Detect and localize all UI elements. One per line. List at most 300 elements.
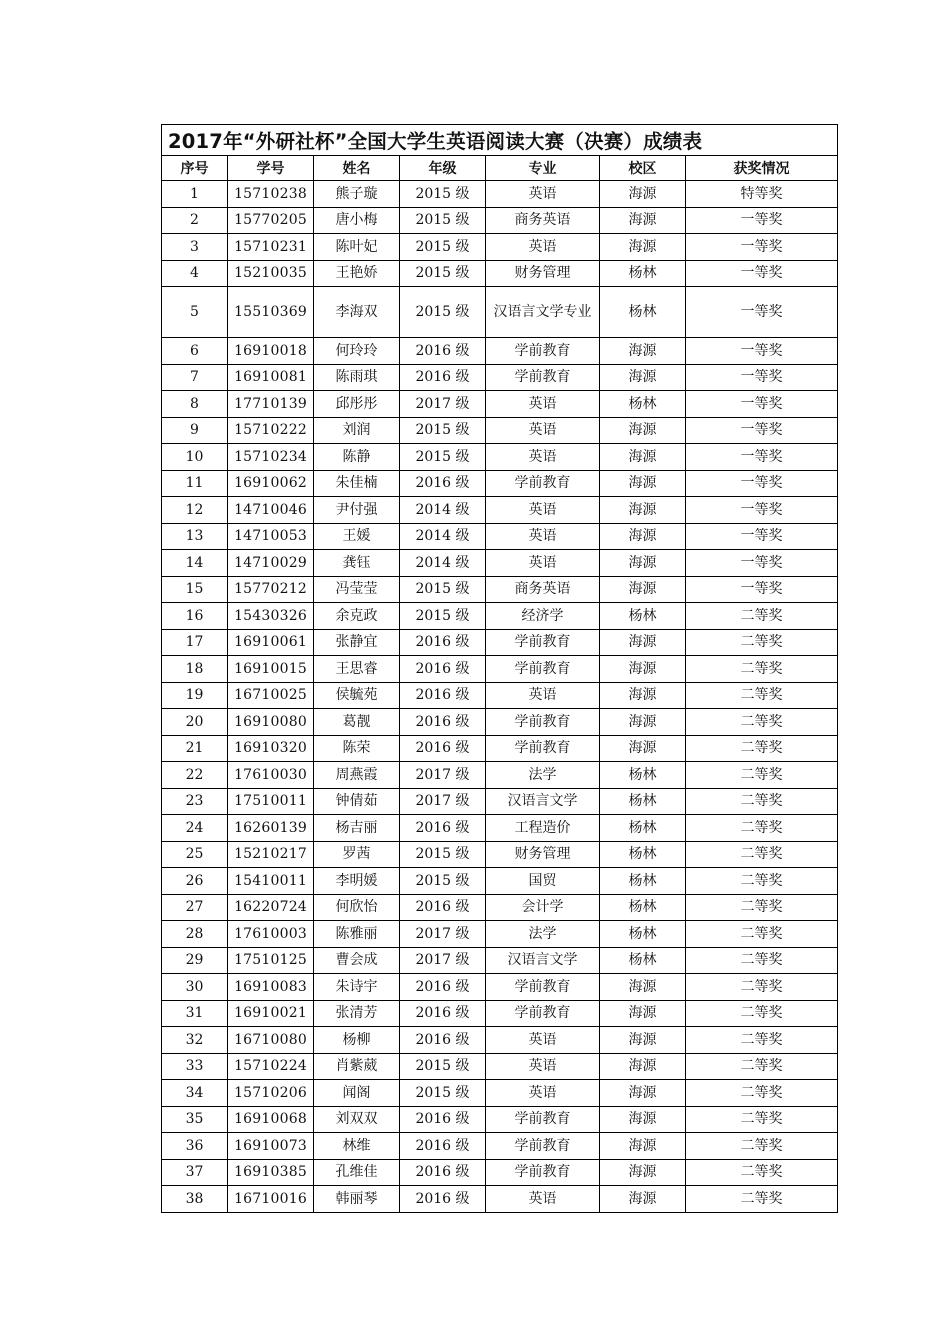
cell-award: 一等奖: [686, 260, 838, 287]
cell-name: 邱彤彤: [314, 391, 400, 418]
table-row: [162, 974, 838, 1001]
cell-name: 刘润: [314, 417, 400, 444]
cell-grade: 2016 级: [400, 815, 486, 842]
cell-campus: 海源: [600, 682, 686, 709]
cell-award: 一等奖: [686, 497, 838, 524]
cell-major: 学前教育: [486, 709, 600, 736]
cell-grade: 2017 级: [400, 788, 486, 815]
cell-major: 学前教育: [486, 470, 600, 497]
cell-campus: 海源: [600, 523, 686, 550]
cell-award: 二等奖: [686, 603, 838, 630]
cell-grade: 2015 级: [400, 417, 486, 444]
cell-award: 二等奖: [686, 815, 838, 842]
cell-name: 陈雅丽: [314, 921, 400, 948]
cell-grade: 2015 级: [400, 287, 486, 338]
header-name: 姓名: [314, 156, 400, 181]
cell-student-id: 16220724: [228, 894, 314, 921]
cell-student-id: 16710080: [228, 1027, 314, 1054]
cell-award: 二等奖: [686, 656, 838, 683]
cell-student-id: 15510369: [228, 287, 314, 338]
cell-grade: 2016 级: [400, 974, 486, 1001]
cell-major: 学前教育: [486, 656, 600, 683]
table-row: [162, 550, 838, 577]
cell-student-id: 16910068: [228, 1106, 314, 1133]
cell-student-id: 16910385: [228, 1159, 314, 1186]
cell-name: 尹付强: [314, 497, 400, 524]
cell-grade: 2015 级: [400, 603, 486, 630]
cell-grade: 2016 级: [400, 709, 486, 736]
cell-name: 何玲玲: [314, 338, 400, 365]
table-title: 2017年“外研社杯”全国大学生英语阅读大赛（决赛）成绩表: [162, 125, 838, 156]
cell-seq: 24: [162, 815, 228, 842]
results-table: [161, 124, 838, 1213]
cell-campus: 海源: [600, 1186, 686, 1213]
cell-seq: 11: [162, 470, 228, 497]
cell-major: 英语: [486, 1186, 600, 1213]
cell-major: 汉语言文学专业: [486, 287, 600, 338]
cell-seq: 3: [162, 234, 228, 261]
cell-seq: 7: [162, 364, 228, 391]
cell-grade: 2016 级: [400, 656, 486, 683]
cell-student-id: 14710053: [228, 523, 314, 550]
cell-major: 英语: [486, 391, 600, 418]
cell-grade: 2015 级: [400, 234, 486, 261]
cell-seq: 23: [162, 788, 228, 815]
cell-name: 熊子璇: [314, 181, 400, 208]
cell-seq: 35: [162, 1106, 228, 1133]
cell-student-id: 15710224: [228, 1053, 314, 1080]
cell-campus: 海源: [600, 1027, 686, 1054]
cell-grade: 2016 级: [400, 682, 486, 709]
cell-campus: 海源: [600, 735, 686, 762]
cell-name: 杨柳: [314, 1027, 400, 1054]
cell-name: 王艳娇: [314, 260, 400, 287]
cell-student-id: 17510125: [228, 947, 314, 974]
table-row: [162, 1053, 838, 1080]
cell-seq: 5: [162, 287, 228, 338]
table-row: [162, 287, 838, 338]
cell-name: 韩丽琴: [314, 1186, 400, 1213]
cell-major: 法学: [486, 762, 600, 789]
cell-name: 张静宜: [314, 629, 400, 656]
cell-seq: 6: [162, 338, 228, 365]
table-row: [162, 709, 838, 736]
cell-major: 商务英语: [486, 207, 600, 234]
cell-name: 侯毓苑: [314, 682, 400, 709]
cell-seq: 14: [162, 550, 228, 577]
cell-seq: 38: [162, 1186, 228, 1213]
cell-seq: 31: [162, 1000, 228, 1027]
cell-major: 英语: [486, 497, 600, 524]
cell-student-id: 16910083: [228, 974, 314, 1001]
cell-grade: 2017 级: [400, 947, 486, 974]
cell-campus: 海源: [600, 364, 686, 391]
cell-name: 何欣怡: [314, 894, 400, 921]
cell-name: 唐小梅: [314, 207, 400, 234]
cell-seq: 32: [162, 1027, 228, 1054]
cell-grade: 2017 级: [400, 762, 486, 789]
cell-award: 二等奖: [686, 1027, 838, 1054]
cell-student-id: 17610003: [228, 921, 314, 948]
cell-name: 龚钰: [314, 550, 400, 577]
cell-student-id: 16910018: [228, 338, 314, 365]
cell-grade: 2015 级: [400, 444, 486, 471]
cell-award: 二等奖: [686, 1106, 838, 1133]
cell-campus: 海源: [600, 1133, 686, 1160]
cell-seq: 34: [162, 1080, 228, 1107]
cell-award: 一等奖: [686, 364, 838, 391]
cell-major: 学前教育: [486, 1133, 600, 1160]
cell-campus: 杨林: [600, 815, 686, 842]
header-grade: 年级: [400, 156, 486, 181]
cell-name: 王思睿: [314, 656, 400, 683]
table-row: [162, 417, 838, 444]
cell-name: 葛靓: [314, 709, 400, 736]
cell-grade: 2016 级: [400, 1106, 486, 1133]
cell-student-id: 17510011: [228, 788, 314, 815]
cell-name: 杨吉丽: [314, 815, 400, 842]
cell-seq: 4: [162, 260, 228, 287]
cell-student-id: 16260139: [228, 815, 314, 842]
cell-name: 王媛: [314, 523, 400, 550]
cell-name: 余克政: [314, 603, 400, 630]
cell-campus: 杨林: [600, 788, 686, 815]
cell-award: 二等奖: [686, 1159, 838, 1186]
cell-award: 二等奖: [686, 682, 838, 709]
cell-major: 英语: [486, 234, 600, 261]
table-row: [162, 682, 838, 709]
cell-name: 张清芳: [314, 1000, 400, 1027]
header-seq: 序号: [162, 156, 228, 181]
cell-campus: 杨林: [600, 894, 686, 921]
cell-grade: 2016 级: [400, 1027, 486, 1054]
cell-major: 工程造价: [486, 815, 600, 842]
cell-award: 二等奖: [686, 1053, 838, 1080]
cell-major: 英语: [486, 444, 600, 471]
table-row: [162, 444, 838, 471]
cell-major: 英语: [486, 417, 600, 444]
cell-campus: 海源: [600, 1053, 686, 1080]
cell-student-id: 14710029: [228, 550, 314, 577]
cell-student-id: 17610030: [228, 762, 314, 789]
cell-campus: 海源: [600, 181, 686, 208]
cell-award: 二等奖: [686, 709, 838, 736]
cell-student-id: 15210217: [228, 841, 314, 868]
cell-student-id: 15770205: [228, 207, 314, 234]
cell-student-id: 15770212: [228, 576, 314, 603]
cell-grade: 2016 级: [400, 1186, 486, 1213]
cell-campus: 杨林: [600, 762, 686, 789]
cell-grade: 2016 级: [400, 338, 486, 365]
cell-award: 二等奖: [686, 788, 838, 815]
cell-award: 特等奖: [686, 181, 838, 208]
cell-seq: 27: [162, 894, 228, 921]
cell-campus: 海源: [600, 656, 686, 683]
cell-grade: 2016 级: [400, 1133, 486, 1160]
cell-major: 学前教育: [486, 1106, 600, 1133]
table-row: [162, 391, 838, 418]
cell-seq: 33: [162, 1053, 228, 1080]
table-row: [162, 260, 838, 287]
table-row: [162, 1106, 838, 1133]
cell-name: 周燕霞: [314, 762, 400, 789]
cell-campus: 海源: [600, 470, 686, 497]
cell-name: 闻阁: [314, 1080, 400, 1107]
cell-seq: 22: [162, 762, 228, 789]
cell-major: 学前教育: [486, 974, 600, 1001]
cell-award: 二等奖: [686, 947, 838, 974]
cell-student-id: 16910320: [228, 735, 314, 762]
cell-seq: 2: [162, 207, 228, 234]
cell-award: 二等奖: [686, 974, 838, 1001]
cell-award: 一等奖: [686, 234, 838, 261]
cell-seq: 29: [162, 947, 228, 974]
cell-grade: 2016 级: [400, 1159, 486, 1186]
cell-seq: 36: [162, 1133, 228, 1160]
table-row: [162, 788, 838, 815]
cell-campus: 海源: [600, 338, 686, 365]
cell-award: 一等奖: [686, 287, 838, 338]
table-row: [162, 921, 838, 948]
cell-campus: 杨林: [600, 391, 686, 418]
table-row: [162, 629, 838, 656]
cell-student-id: 15710231: [228, 234, 314, 261]
cell-campus: 海源: [600, 629, 686, 656]
cell-student-id: 15710238: [228, 181, 314, 208]
table-row: [162, 735, 838, 762]
cell-award: 二等奖: [686, 894, 838, 921]
cell-campus: 杨林: [600, 603, 686, 630]
table-row: [162, 603, 838, 630]
cell-major: 学前教育: [486, 735, 600, 762]
table-row: [162, 338, 838, 365]
table-row: [162, 947, 838, 974]
table-row: [162, 1133, 838, 1160]
cell-student-id: 16910080: [228, 709, 314, 736]
cell-grade: 2017 级: [400, 391, 486, 418]
table-row: [162, 762, 838, 789]
cell-seq: 19: [162, 682, 228, 709]
cell-campus: 海源: [600, 1106, 686, 1133]
cell-seq: 17: [162, 629, 228, 656]
cell-grade: 2015 级: [400, 868, 486, 895]
cell-name: 陈静: [314, 444, 400, 471]
cell-grade: 2015 级: [400, 576, 486, 603]
cell-campus: 海源: [600, 1159, 686, 1186]
cell-grade: 2015 级: [400, 260, 486, 287]
cell-grade: 2016 级: [400, 1000, 486, 1027]
cell-award: 二等奖: [686, 1080, 838, 1107]
cell-major: 英语: [486, 1080, 600, 1107]
table-row: [162, 1159, 838, 1186]
cell-name: 冯莹莹: [314, 576, 400, 603]
cell-seq: 8: [162, 391, 228, 418]
cell-campus: 海源: [600, 207, 686, 234]
cell-major: 汉语言文学: [486, 947, 600, 974]
cell-major: 财务管理: [486, 841, 600, 868]
cell-award: 一等奖: [686, 470, 838, 497]
cell-name: 林维: [314, 1133, 400, 1160]
cell-campus: 海源: [600, 576, 686, 603]
cell-name: 刘双双: [314, 1106, 400, 1133]
cell-major: 商务英语: [486, 576, 600, 603]
cell-grade: 2015 级: [400, 1053, 486, 1080]
header-campus: 校区: [600, 156, 686, 181]
cell-student-id: 14710046: [228, 497, 314, 524]
cell-award: 二等奖: [686, 1133, 838, 1160]
table-row: [162, 841, 838, 868]
cell-student-id: 15210035: [228, 260, 314, 287]
table-body: [162, 181, 838, 1213]
cell-student-id: 15410011: [228, 868, 314, 895]
cell-student-id: 16910015: [228, 656, 314, 683]
cell-campus: 杨林: [600, 947, 686, 974]
cell-student-id: 15710206: [228, 1080, 314, 1107]
table-row: [162, 1186, 838, 1213]
table-row: [162, 181, 838, 208]
cell-campus: 海源: [600, 497, 686, 524]
cell-campus: 杨林: [600, 841, 686, 868]
cell-name: 陈叶妃: [314, 234, 400, 261]
cell-grade: 2016 级: [400, 470, 486, 497]
cell-major: 会计学: [486, 894, 600, 921]
cell-grade: 2016 级: [400, 364, 486, 391]
cell-award: 二等奖: [686, 629, 838, 656]
cell-grade: 2014 级: [400, 550, 486, 577]
cell-seq: 28: [162, 921, 228, 948]
cell-seq: 1: [162, 181, 228, 208]
cell-award: 二等奖: [686, 1186, 838, 1213]
cell-campus: 海源: [600, 709, 686, 736]
table-row: [162, 656, 838, 683]
cell-seq: 30: [162, 974, 228, 1001]
cell-major: 经济学: [486, 603, 600, 630]
cell-campus: 杨林: [600, 868, 686, 895]
cell-student-id: 15710222: [228, 417, 314, 444]
table-row: [162, 497, 838, 524]
cell-campus: 海源: [600, 1080, 686, 1107]
table-row: [162, 1080, 838, 1107]
header-major: 专业: [486, 156, 600, 181]
cell-grade: 2016 级: [400, 735, 486, 762]
cell-seq: 18: [162, 656, 228, 683]
cell-major: 法学: [486, 921, 600, 948]
cell-major: 汉语言文学: [486, 788, 600, 815]
cell-seq: 13: [162, 523, 228, 550]
cell-student-id: 15710234: [228, 444, 314, 471]
header-row: [162, 156, 838, 181]
cell-major: 学前教育: [486, 1159, 600, 1186]
cell-seq: 37: [162, 1159, 228, 1186]
cell-name: 罗茜: [314, 841, 400, 868]
cell-major: 国贸: [486, 868, 600, 895]
cell-award: 一等奖: [686, 338, 838, 365]
cell-grade: 2015 级: [400, 181, 486, 208]
table-row: [162, 576, 838, 603]
header-student-id: 学号: [228, 156, 314, 181]
cell-major: 学前教育: [486, 338, 600, 365]
table-row: [162, 207, 838, 234]
cell-grade: 2015 级: [400, 1080, 486, 1107]
cell-student-id: 16710025: [228, 682, 314, 709]
cell-student-id: 15430326: [228, 603, 314, 630]
cell-student-id: 16910021: [228, 1000, 314, 1027]
cell-grade: 2015 级: [400, 841, 486, 868]
table-row: [162, 815, 838, 842]
cell-seq: 25: [162, 841, 228, 868]
cell-name: 朱诗宇: [314, 974, 400, 1001]
cell-award: 二等奖: [686, 762, 838, 789]
cell-award: 二等奖: [686, 1000, 838, 1027]
cell-student-id: 16910061: [228, 629, 314, 656]
cell-major: 英语: [486, 181, 600, 208]
cell-name: 孔维佳: [314, 1159, 400, 1186]
cell-grade: 2015 级: [400, 207, 486, 234]
cell-grade: 2016 级: [400, 894, 486, 921]
cell-campus: 海源: [600, 234, 686, 261]
cell-major: 英语: [486, 550, 600, 577]
cell-name: 李明媛: [314, 868, 400, 895]
cell-name: 朱佳楠: [314, 470, 400, 497]
cell-major: 英语: [486, 523, 600, 550]
cell-grade: 2014 级: [400, 497, 486, 524]
cell-seq: 21: [162, 735, 228, 762]
cell-award: 二等奖: [686, 841, 838, 868]
cell-major: 财务管理: [486, 260, 600, 287]
table-row: [162, 364, 838, 391]
cell-name: 钟倩茹: [314, 788, 400, 815]
cell-award: 一等奖: [686, 207, 838, 234]
cell-student-id: 17710139: [228, 391, 314, 418]
cell-seq: 20: [162, 709, 228, 736]
cell-award: 二等奖: [686, 868, 838, 895]
cell-name: 陈荣: [314, 735, 400, 762]
cell-name: 李海双: [314, 287, 400, 338]
cell-seq: 10: [162, 444, 228, 471]
cell-campus: 杨林: [600, 921, 686, 948]
table-row: [162, 1027, 838, 1054]
cell-name: 曹会成: [314, 947, 400, 974]
cell-award: 二等奖: [686, 921, 838, 948]
cell-campus: 海源: [600, 550, 686, 577]
cell-seq: 9: [162, 417, 228, 444]
cell-student-id: 16910062: [228, 470, 314, 497]
cell-student-id: 16910073: [228, 1133, 314, 1160]
cell-name: 陈雨琪: [314, 364, 400, 391]
cell-seq: 12: [162, 497, 228, 524]
table-row: [162, 1000, 838, 1027]
cell-major: 英语: [486, 1053, 600, 1080]
cell-campus: 杨林: [600, 260, 686, 287]
cell-grade: 2014 级: [400, 523, 486, 550]
cell-award: 一等奖: [686, 444, 838, 471]
cell-award: 二等奖: [686, 735, 838, 762]
cell-grade: 2016 级: [400, 629, 486, 656]
cell-award: 一等奖: [686, 391, 838, 418]
cell-award: 一等奖: [686, 417, 838, 444]
table-row: [162, 868, 838, 895]
cell-campus: 杨林: [600, 287, 686, 338]
table-row: [162, 234, 838, 261]
cell-campus: 海源: [600, 974, 686, 1001]
cell-major: 英语: [486, 682, 600, 709]
cell-student-id: 16710016: [228, 1186, 314, 1213]
cell-seq: 26: [162, 868, 228, 895]
cell-award: 一等奖: [686, 523, 838, 550]
cell-major: 学前教育: [486, 364, 600, 391]
cell-award: 一等奖: [686, 576, 838, 603]
header-award: 获奖情况: [686, 156, 838, 181]
